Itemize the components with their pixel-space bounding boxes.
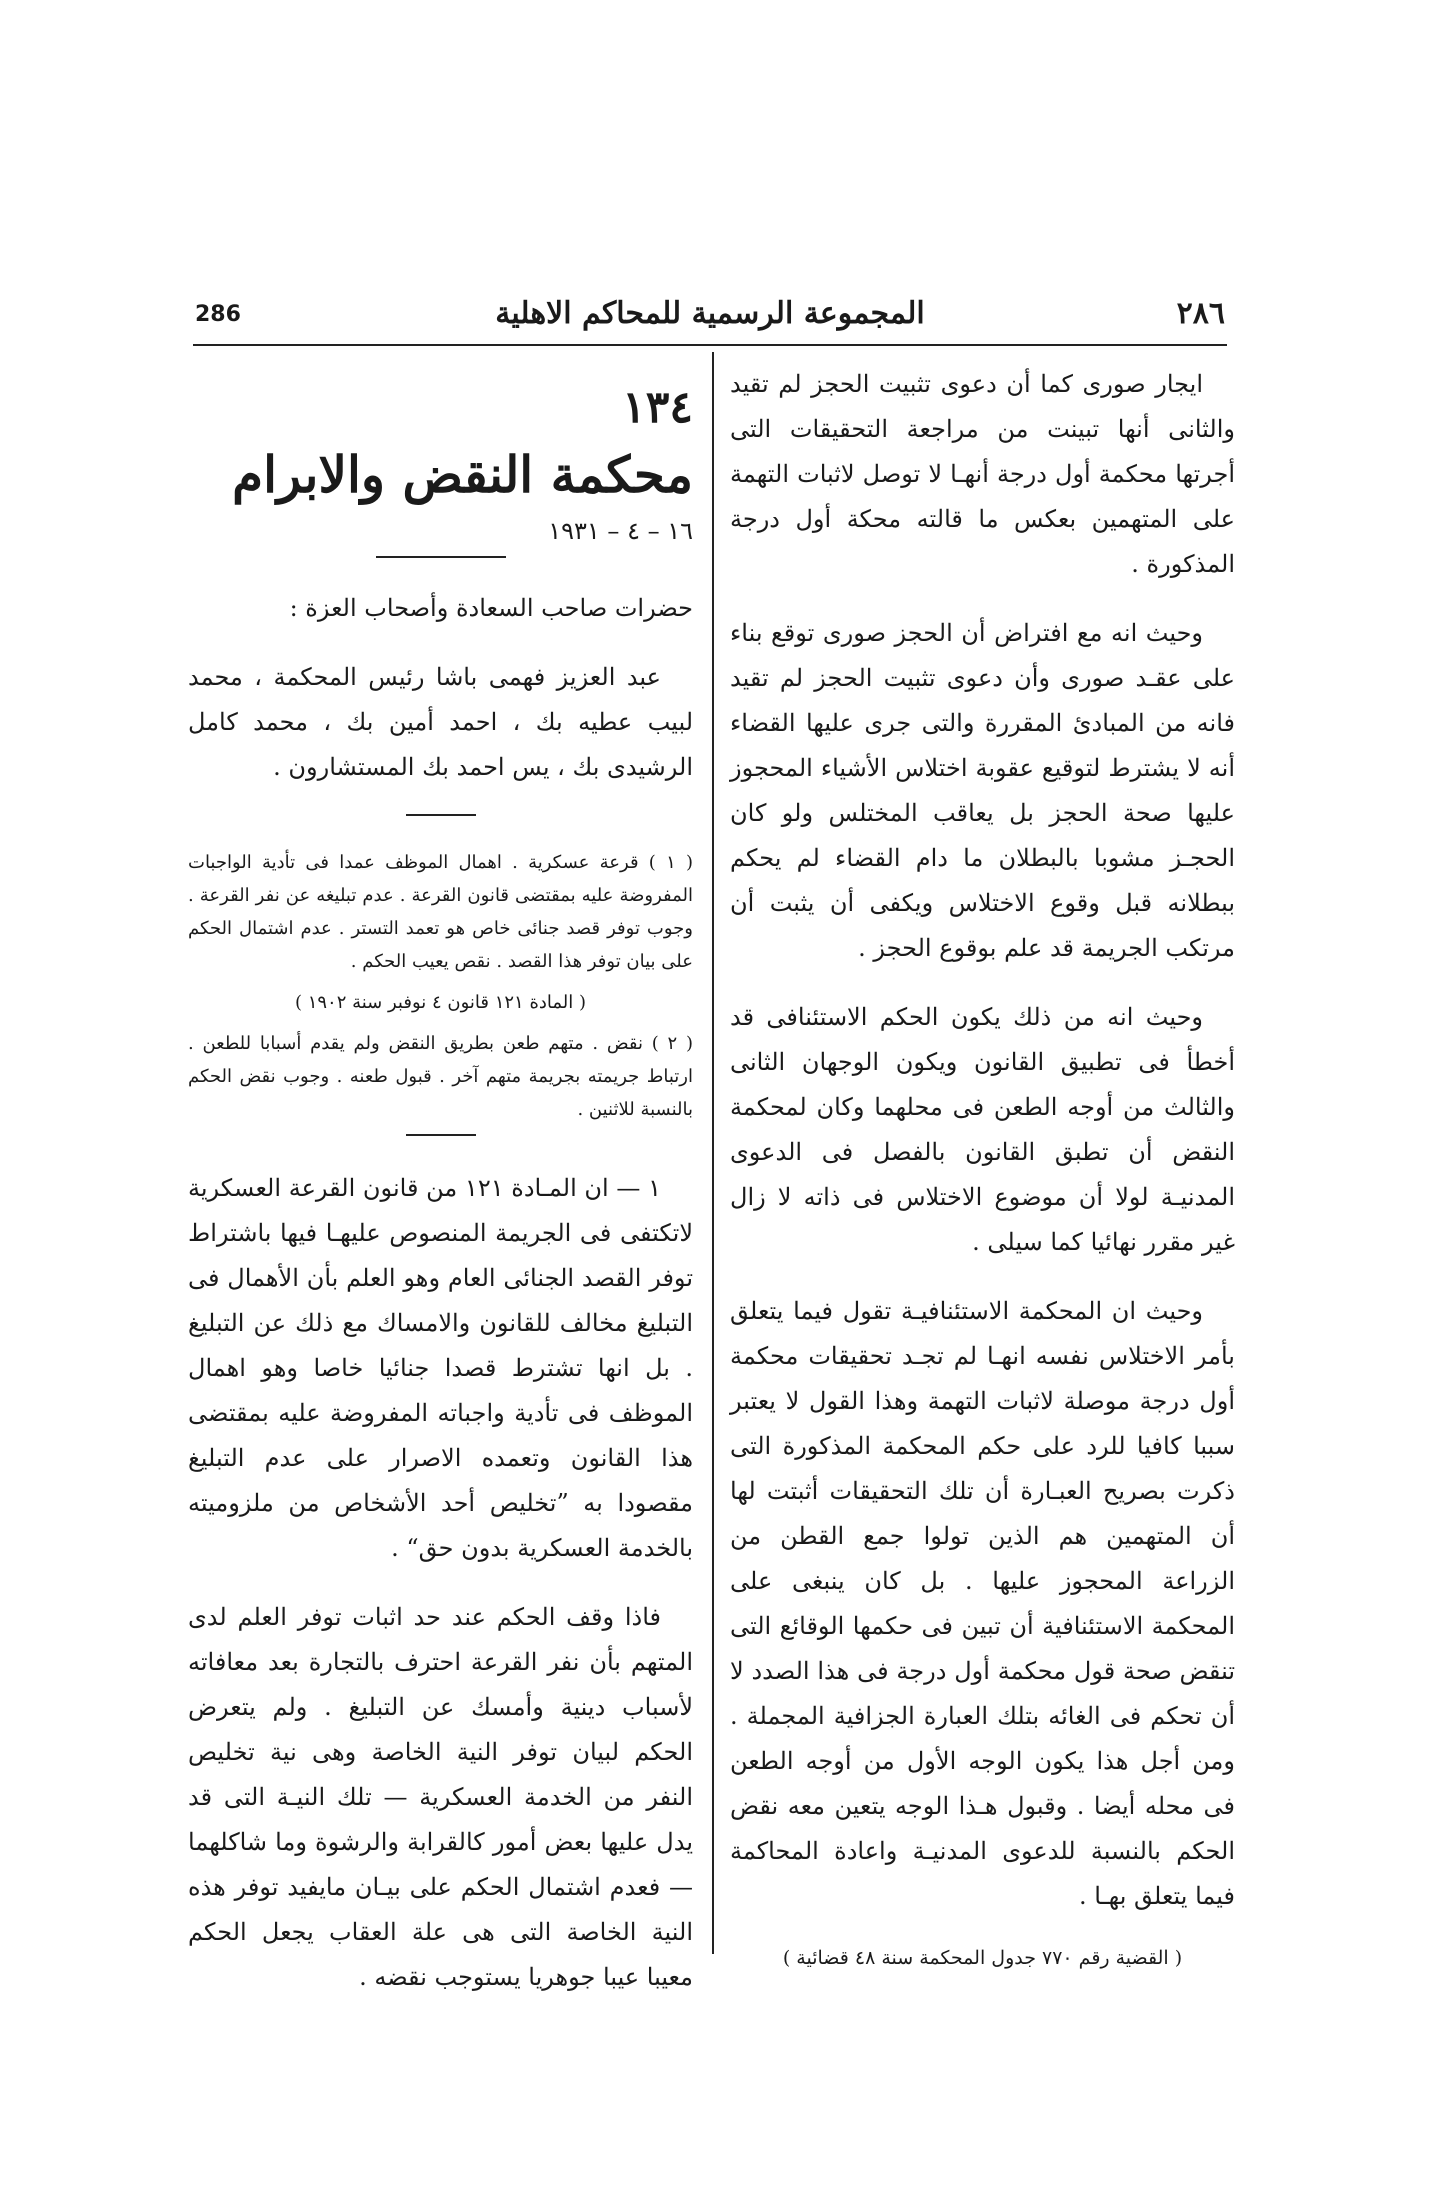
right-column [730, 362, 1235, 1973]
headnote-2: ( ٢ ) نقض . متهم طعن بطريق النقض ولم يقدم أسبابا للطعن . ارتباط جريمته بجريمة متهم آخر . قبول طعنه . وجوب نقض الحكم بالنسبة للاثنين . [188, 1033, 693, 1120]
headnote-1-reference: ( المادة ١٢١ قانون ٤ نوفبر سنة ١٩٠٢ ) [294, 992, 587, 1013]
publication-title: المجموعة الرسمية للمحاكم الاهلية [495, 296, 925, 331]
court-name: محكمة النقض والابرام [232, 445, 693, 504]
header-rule [193, 344, 1227, 346]
judges-divider [406, 814, 476, 816]
judges-list: عبد العزيز فهمى باشا رئيس المحكمة ، محمد لبيب عطيه بك ، احمد أمين بك ، محمد كامل الرشيدى بك ، يس احمد بك المستشارون . [188, 663, 694, 781]
headnotes-divider [406, 1134, 476, 1136]
right-paragraph-1: ايجار صورى كما أن دعوى تثبيت الحجز لم تقيد والثانى أنها تبينت من مراجعة التحقيقات التى أجرتها محكمة أول درجة أنهـا لا توصل لاثبات التهمة على المتهمين بعكس ما قالته محكة أول درجة المذكورة . [730, 370, 1235, 578]
case-reference: ( القضية رقم ٧٧٠ جدول المحكمة سنة ٤٨ قضائية ) [782, 1947, 1183, 1969]
right-paragraph-4: وحيث ان المحكمة الاستئنافيـة تقول فيما يتعلق بأمر الاختلاس نفسه انهـا لم تجـد تحقيقات محكمة أول درجة موصلة لاثبات التهمة وهذا القول لا يعتبر سببا كافيا للرد على حكم المحكمة المذكورة التى ذكرت بصريح العبـارة أن تلك التحقيقات أثبتت لها أن المتهمين هم الذين تولوا جمع القطن من الزراعة المحجوز عليها . بل كان ينبغى على المحكمة الاستئنافية أن تبين فى حكمها الوقائع التى تنقض صحة قول محكمة أول درجة فى هذا الصدد لا أن تحكم فى الغائه بتلك العبارة الجزافية المجملة . ومن أجل هذا يكون الوجه الأول من أوجه الطعن فى محله أيضا . وقبول هـذا الوجه يتعين معه نقض الحكم بالنسبة للدعوى المدنيـة واعادة المحاكمة فيما يتعلق بهـا . [730, 1297, 1235, 1910]
case-number: ١٣٤ [622, 382, 693, 433]
judgment-date: ١٦ – ٤ – ١٩٣١ [548, 517, 693, 545]
page-number-latin: 286 [195, 302, 241, 327]
headnotes [188, 846, 693, 1126]
page-number-arabic: ٢٨٦ [1176, 296, 1225, 331]
principle-paragraph-1: ١ — ان المـادة ١٢١ من قانون القرعة العسكرية لاتكتفى فى الجريمة المنصوص عليهـا فيها باشتراط توفر القصد الجنائى العام وهو العلم بأن الأهمال فى التبليغ مخالف للقانون والامساك مع ذلك عن التبليغ . بل انها تشترط قصدا جنائيا خاصا وهو اهمال الموظف فى تأدية واجباته المفروضة عليه بمقتضى هذا القانون وتعمده الاصرار على عدم التبليغ مقصودا به ”تخليص أحد الأشخاص من ملزوميته بالخدمة العسكرية بدون حق“ . [188, 1174, 693, 1562]
right-paragraph-2: وحيث انه مع افتراض أن الحجز صورى توقع بناء على عقـد صورى وأن دعوى تثبيت الحجز لم تقيد فانه من المبادئ المقررة والتى جرى عليها القضاء أنه لا يشترط لتوقيع عقوبة اختلاس الأشياء المحجوز عليها صحة الحجز بل يعاقب المختلس ولو كان الحجـز مشوبا بالبطلان ما دام القضاء لم يحكم ببطلانه قبل وقوع الاختلاس ويكفى أن يثبت أن مرتكب الجريمة قد علم بوقوع الحجز . [730, 619, 1235, 962]
right-paragraph-3: وحيث انه من ذلك يكون الحكم الاستئنافى قد أخطأ فى تطبيق القانون ويكون الوجهان الثانى والثالث من أوجه الطعن فى محلهما وكان لمحكمة النقض أن تطبق القانون بالفصل فى الدعوى المدنيـة لولا أن موضوع الاختلاس فى ذاته لا زال غير مقرر نهائيا كما سيلى . [730, 1003, 1235, 1256]
column-divider [712, 352, 714, 1954]
headnote-1: ( ١ ) قرعة عسكرية . اهمال الموظف عمدا فى تأدية الواجبات المفروضة عليه بمقتضى قانون القرعة . عدم تبليغه عن نفر القرعة . وجوب توفر قصد جنائى خاص هو تعمد التستر . عدم اشتمال الحكم على بيان توفر هذا القصد . نقص يعيب الحكم . [188, 852, 693, 972]
left-column [188, 380, 693, 2024]
title-divider [376, 556, 506, 558]
principle-paragraph-2: فاذا وقف الحكم عند حد اثبات توفر العلم لدى المتهم بأن نفر القرعة احترف بالتجارة بعد معافاته لأسباب دينية وأمسك عن التبليغ . ولم يتعرض الحكم لبيان توفر النية الخاصة وهى نية تخليص النفر من الخدمة العسكرية — تلك النيـة التى قد يدل عليها بعض أمور كالقرابة والرشوة وما شاكلهما — فعدم اشتمال الحكم على بيـان مايفيد توفر هذه النية الخاصة التى هى علة العقاب يجعل الحكم معيبا عيبا جوهريا يستوجب نقضه . [188, 1603, 693, 1991]
bench-intro: حضرات صاحب السعادة وأصحاب العزة : [289, 594, 693, 622]
page-header [195, 290, 1225, 338]
